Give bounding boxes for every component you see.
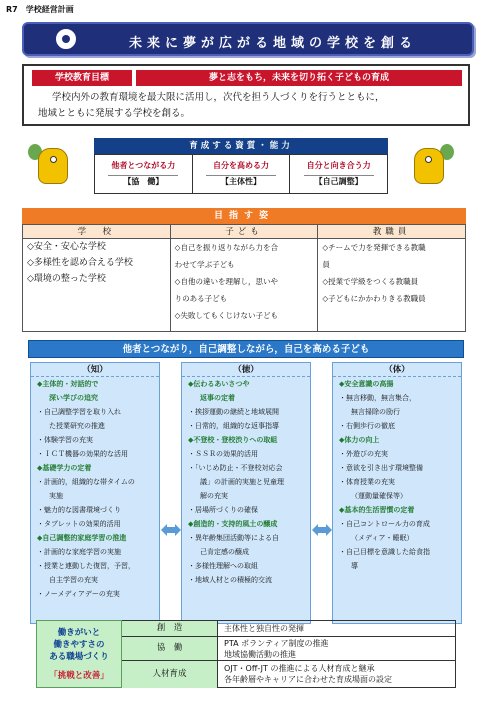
aim-column-title: 教職員 [318,225,465,239]
page-label: R7 学校経営計画 [6,5,74,14]
vision-item: ◆主体的・対話的で [37,380,99,388]
vision-item: ・計画的な家庭学習の実施 [37,548,121,556]
vision-column-knowledge [30,362,160,624]
vision-item: ・体育授業の充実 [339,478,395,486]
education-goal-line1: 学校内外の教育環境を最大限に活用し，次代を担う人づくりを行うとともに， [52,92,385,103]
vision-column-title: （知） [31,363,159,377]
vision-item: ・授業と連動した復習，予習， [37,562,135,570]
qualities-heading: 育成する資質・能力 [94,138,388,154]
aim-item: ◇自他の違いを理解し，思いや [174,277,278,286]
quality-collaboration [95,155,193,193]
vision-item: ・体験学習の充実 [37,436,93,444]
vision-item: ・タブレットの効果的活用 [37,520,121,528]
child-vision-heading: 他者とつながり，自己調整しながら，自己を高める子ども [28,340,464,358]
mascot-left-icon [26,140,80,190]
quality-sub: 【主体性】 [206,175,276,187]
workplace-row [122,621,455,637]
education-goal-box [22,64,470,126]
vision-item: ・魅力的な図書環境づくり [37,506,121,514]
vision-item: ◆創造的・支持的風土の醸成 [188,520,278,528]
qualities-panel [94,138,388,194]
vision-item: ・日常的，組織的な返事指導 [188,422,279,430]
banner-title: 未来に夢が広がる地域の学校を創る [128,36,417,51]
vision-item: ◆自己調整的家庭学習の推進 [37,534,127,542]
workplace-row-key: 協 働 [122,637,218,660]
school-emblem-icon [54,27,78,51]
workplace-section [36,620,456,688]
vision-item: 実施 [49,492,63,500]
workplace-row-key: 人材育成 [122,661,218,688]
education-goal-line2: 地域とともに発展する学校を創る。 [38,108,191,119]
vision-item: 自主学習の充実 [49,576,98,584]
quality-independence [193,155,291,193]
double-arrow-icon [312,524,332,536]
vision-item: ・無言移動，無言集合， [339,394,416,402]
workplace-label [36,620,122,688]
vision-item: ・計画的，組織的な帯タイムの [37,478,135,486]
vision-item: た授業研究の推進 [49,422,105,430]
vision-item: （メディア・睡眠） [351,534,414,542]
vision-item: ◆体力の向上 [339,436,380,444]
vision-item: ・ノーメディアデーの充実 [37,590,120,598]
vision-item: ・外遊びの充実 [339,450,388,458]
vision-item: ・地域人材との積極的交流 [188,576,272,584]
workplace-line2: 働きやすさの [53,640,105,650]
vision-item: ◆安全意識の高揚 [339,380,394,388]
aim-item: りのある子ども [174,294,228,303]
vision-item: ・意欲を引き出す環境整備 [339,464,423,472]
vision-item: （運動量確保等） [351,492,407,500]
quality-self-regulation [290,155,387,193]
vision-item: ◆基礎学力の定着 [37,464,92,472]
vision-item: ・異年齢集団活動等による自 [188,534,279,542]
vision-item: ・居場所づくりの確保 [188,506,258,514]
mascot-right-icon [402,140,456,190]
aim-item: ◇環境の整った学校 [27,274,106,284]
aim-item: ◇子どもにかかわりきる教職員 [322,294,426,303]
vision-item: 深い学びの追究 [49,394,98,402]
aim-column-title: 学 校 [23,225,170,239]
double-arrow-icon [161,524,181,536]
vision-item: 解の充実 [200,492,228,500]
education-goal-text [38,90,460,122]
vision-item: 無言掃除の励行 [351,408,400,416]
quality-name: 他者とつながる力 [111,161,176,170]
workplace-line3: ある職場づくり [49,652,109,662]
workplace-row-key: 創 造 [122,621,218,636]
aim-column-title: 子ども [171,225,318,239]
aim-item: ◇授業で学級をつくる教職員 [322,277,419,286]
vision-item: ・自己コントロール力の育成 [339,520,430,528]
workplace-row-value [224,623,451,634]
aim-item: ◇多様性を認め合える学校 [27,258,133,268]
vision-column-morality [181,362,311,624]
aim-item: ◇チームで力を発揮できる教職 [322,243,426,252]
vision-item: 己肯定感の醸成 [200,548,249,556]
quality-sub: 【自己調整】 [304,175,374,187]
vision-item: 返事の定着 [200,394,235,402]
vision-item: ・ＳＳＲの効果的活用 [188,450,258,458]
workplace-line1: 働きがいと [57,628,101,638]
vision-column-title: （体） [333,363,461,377]
aim-item: わせて学ぶ子ども [174,260,235,269]
vision-column-physical [332,362,462,624]
aim-column-school [23,225,171,331]
workplace-row-line: OJT・Off-JT の推進による人材育成と継承 [224,664,375,673]
workplace-row-line: 主体性と独自性の発揮 [224,624,304,633]
workplace-row-value [224,638,451,660]
vision-column-title: （徳） [182,363,310,377]
workplace-row [122,661,455,688]
aim-item: 員 [322,260,330,269]
aims-heading: 目指す姿 [22,208,466,224]
aim-column-staff [318,225,465,331]
vision-item: ・自己調整学習を取り入れ [37,408,121,416]
aim-item: ◇自己を振り返りながら力を合 [174,243,278,252]
workplace-row-value [224,663,451,685]
vision-item: ◆伝わるあいさつや [188,380,250,388]
vision-item: ・「いじめ防止・不登校対応会 [188,464,283,472]
vision-item: ・自己目標を意識した給食指 [339,548,430,556]
workplace-row-line: 各年齢層やキャリアに合わせた育成場面の設定 [224,675,392,684]
aim-column-children [171,225,319,331]
vision-item: 導 [351,562,358,570]
vision-item: ・右側歩行の徹底 [339,422,395,430]
child-vision-section [28,340,464,626]
aim-item: ◇安全・安心な学校 [27,242,106,252]
education-goal-tag: 学校教育目標 [32,70,132,86]
vision-item: ・ＩＣＴ機器の効果的な活用 [37,450,128,458]
education-goal-headline: 夢と志をもち，未来を切り拓く子どもの育成 [136,70,462,86]
vision-item: ◆基本的生活習慣の定着 [339,506,415,514]
workplace-row-line: 地域協働活動の推進 [224,650,296,659]
quality-sub: 【協 働】 [108,175,178,187]
vision-item: 議」の計画的実施と児童理 [200,478,284,486]
workplace-row [122,637,455,661]
quality-name: 自分と向き合う力 [306,161,371,170]
title-banner [22,22,474,56]
vision-item: ◆不登校・登校渋りへの取組 [188,436,278,444]
aims-section [22,208,466,332]
vision-item: ・挨拶運動の継続と地域展開 [188,408,279,416]
vision-item: ・多様性理解への取組 [188,562,258,570]
workplace-row-line: PTA ボランティア制度の推進 [224,639,329,648]
quality-name: 自分を高める力 [213,161,269,170]
aim-item: ◇失敗してもくじけない子ども [174,311,278,320]
workplace-slogan: 「挑戦と改善」 [49,671,109,681]
